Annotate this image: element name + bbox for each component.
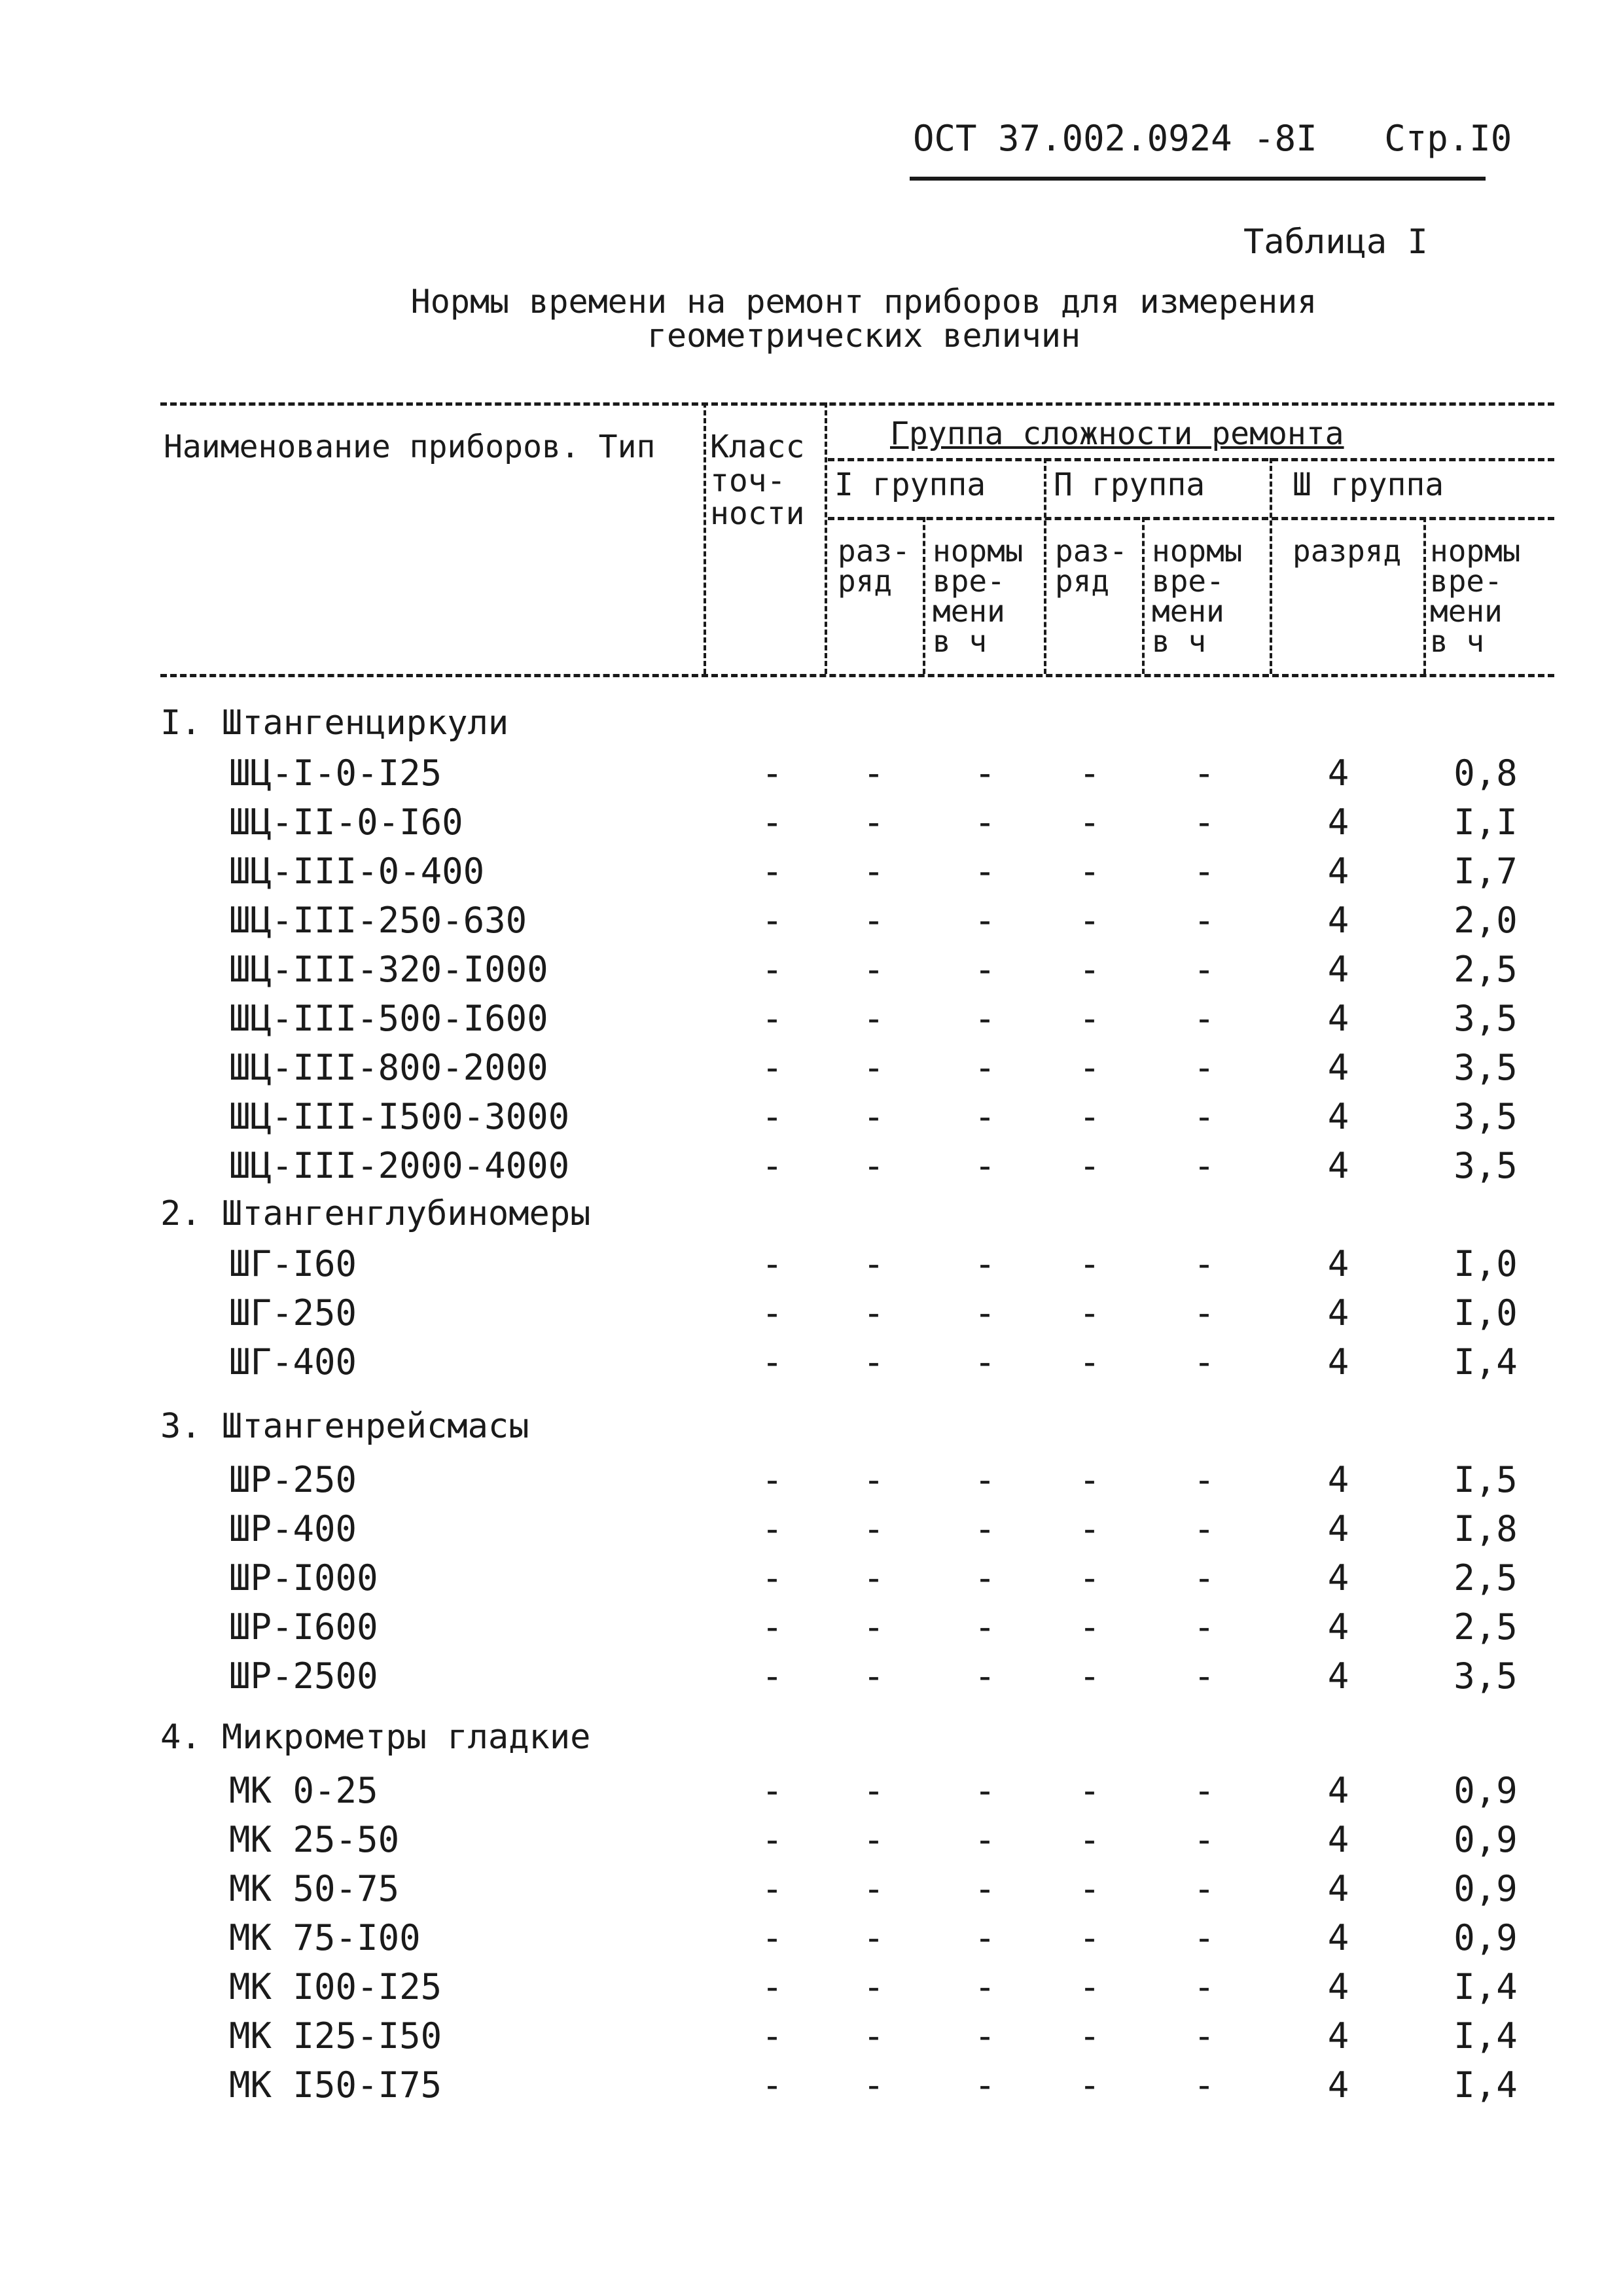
g1-norm-cell: - <box>974 1341 996 1383</box>
table-row <box>0 2015 1623 2064</box>
g3-razr-cell: 4 <box>1327 1655 1349 1697</box>
g1-norm-3: мени <box>933 593 1005 629</box>
g3-norm-cell: 2,5 <box>1454 949 1518 990</box>
document-code: ОСТ 37.002.0924 -8I <box>913 118 1317 159</box>
g2-norm-cell: - <box>1193 1606 1215 1648</box>
g2-norm-cell: - <box>1193 752 1215 794</box>
class-cell: - <box>761 1606 783 1648</box>
class-cell: - <box>761 1655 783 1697</box>
table-title-line-1: Нормы времени на ремонт приборов для измерения <box>410 283 1317 321</box>
table-row <box>0 900 1623 949</box>
g1-norm-cell: - <box>974 2064 996 2106</box>
g1-norm-cell: - <box>974 1606 996 1648</box>
g1-norm-cell: - <box>974 2015 996 2057</box>
g2-razr-cell: - <box>1079 1047 1101 1088</box>
g3-razr-cell: 4 <box>1327 752 1349 794</box>
g3-norm-cell: I,4 <box>1454 1966 1518 2007</box>
g1-razr-cell: - <box>863 1868 885 1909</box>
g3-razryad: разряд <box>1293 533 1402 569</box>
class-cell: - <box>761 2064 783 2106</box>
g1-razr-cell: - <box>863 1606 885 1648</box>
g3-norm-cell: 2,5 <box>1454 1606 1518 1648</box>
section-title: I. Штангенциркули <box>160 703 509 743</box>
g1-razr-cell: - <box>863 802 885 843</box>
g1-razr-cell: - <box>863 2015 885 2057</box>
table-row <box>0 1770 1623 1819</box>
g1-razr-cell: - <box>863 1966 885 2007</box>
class-cell: - <box>761 1966 783 2007</box>
g1-razr-cell: - <box>863 1557 885 1598</box>
g2-norm-cell: - <box>1193 998 1215 1039</box>
g1-razr-cell: - <box>863 1145 885 1186</box>
g1-norm-cell: - <box>974 1459 996 1500</box>
g1-norm-cell: - <box>974 851 996 892</box>
class-cell: - <box>761 2015 783 2057</box>
g2-norm-cell: - <box>1193 802 1215 843</box>
section-title: 4. Микрометры гладкие <box>160 1718 591 1757</box>
class-cell: - <box>761 1096 783 1137</box>
g2-norm-2: вре- <box>1152 563 1224 599</box>
instrument-name: МК 0-25 <box>229 1770 378 1811</box>
g3-razr-cell: 4 <box>1327 998 1349 1039</box>
section-title: 2. Штангенглубиномеры <box>160 1194 591 1233</box>
g2-razr-cell: - <box>1079 998 1101 1039</box>
instrument-name: ШЦ-I-0-I25 <box>229 752 442 794</box>
document-header <box>913 118 1512 159</box>
g2-subdivider <box>1142 517 1145 674</box>
table-top-rule <box>160 402 1554 406</box>
g3-razr-cell: 4 <box>1327 2064 1349 2106</box>
g2-razr-cell: - <box>1079 1868 1101 1909</box>
g1-subdivider <box>923 517 925 674</box>
g3-razr-cell: 4 <box>1327 1145 1349 1186</box>
instrument-name: ШЦ-III-250-630 <box>229 900 527 941</box>
group3-divider <box>1270 458 1272 674</box>
g2-razr-cell: - <box>1079 1655 1101 1697</box>
g2-razr-cell: - <box>1079 949 1101 990</box>
table-row <box>0 851 1623 900</box>
g2-razr-cell: - <box>1079 1966 1101 2007</box>
instrument-name: ШР-400 <box>229 1508 357 1549</box>
table-row <box>0 1606 1623 1655</box>
table-title-line-2: геометрических величин <box>647 317 1081 355</box>
g2-razr-cell: - <box>1079 1459 1101 1500</box>
column-header-name: Наименование приборов. Тип <box>164 429 656 465</box>
g1-razr-cell: - <box>863 1459 885 1500</box>
class-cell: - <box>761 998 783 1039</box>
group-column-divider <box>825 402 827 674</box>
g2-norm-cell: - <box>1193 1459 1215 1500</box>
g2-norm-cell: - <box>1193 1292 1215 1333</box>
g1-norm-cell: - <box>974 1145 996 1186</box>
g3-norm-cell: 3,5 <box>1454 1047 1518 1088</box>
g2-norm-cell: - <box>1193 1770 1215 1811</box>
table-row <box>0 1868 1623 1917</box>
g1-razr-cell: - <box>863 2064 885 2106</box>
group-2-label: П группа <box>1054 467 1205 503</box>
g1-norm-cell: - <box>974 1770 996 1811</box>
g3-razr-cell: 4 <box>1327 949 1349 990</box>
class-cell: - <box>761 752 783 794</box>
g3-razr-cell: 4 <box>1327 1819 1349 1860</box>
g3-razr-cell: 4 <box>1327 1966 1349 2007</box>
table-label: Таблица I <box>1243 222 1428 262</box>
instrument-name: МК 50-75 <box>229 1868 400 1909</box>
class-cell: - <box>761 1292 783 1333</box>
instrument-name: МК I00-I25 <box>229 1966 442 2007</box>
g2-razr-cell: - <box>1079 1606 1101 1648</box>
table-row <box>0 1655 1623 1704</box>
class-cell: - <box>761 900 783 941</box>
class-column-divider <box>704 402 706 674</box>
g1-razr-cell: - <box>863 1047 885 1088</box>
g1-norm-cell: - <box>974 998 996 1039</box>
g2-norm-cell: - <box>1193 949 1215 990</box>
table-row <box>0 1096 1623 1145</box>
class-cell: - <box>761 1917 783 1958</box>
g1-razr-cell: - <box>863 1819 885 1860</box>
g2-razr-cell: - <box>1079 900 1101 941</box>
instrument-name: ШР-I600 <box>229 1606 378 1648</box>
g2-norm-cell: - <box>1193 851 1215 892</box>
g1-razr-cell: - <box>863 752 885 794</box>
class-cell: - <box>761 851 783 892</box>
g2-razr-cell: - <box>1079 1341 1101 1383</box>
class-cell: - <box>761 1243 783 1284</box>
g1-norm-cell: - <box>974 1243 996 1284</box>
g3-norm-3: мени <box>1430 593 1503 629</box>
g1-norm-cell: - <box>974 1917 996 1958</box>
g3-razr-cell: 4 <box>1327 1557 1349 1598</box>
g2-norm-cell: - <box>1193 1341 1215 1383</box>
g3-norm-cell: 3,5 <box>1454 998 1518 1039</box>
g2-norm-1: нормы <box>1152 533 1243 569</box>
instrument-name: МК 25-50 <box>229 1819 400 1860</box>
group2-divider <box>1044 458 1046 674</box>
class-cell: - <box>761 1770 783 1811</box>
g3-subdivider <box>1423 517 1426 674</box>
g3-razr-cell: 4 <box>1327 1292 1349 1333</box>
column-header-group: Группа сложности ремонта <box>890 415 1344 452</box>
g3-razr-cell: 4 <box>1327 1047 1349 1088</box>
g3-norm-cell: 3,5 <box>1454 1145 1518 1186</box>
instrument-name: МК I50-I75 <box>229 2064 442 2106</box>
g3-norm-cell: I,4 <box>1454 2015 1518 2057</box>
table-row <box>0 1047 1623 1096</box>
instrument-name: ШЦ-III-I500-3000 <box>229 1096 570 1137</box>
g2-razr-cell: - <box>1079 1096 1101 1137</box>
class-cell: - <box>761 949 783 990</box>
class-cell: - <box>761 1557 783 1598</box>
g3-norm-cell: I,8 <box>1454 1508 1518 1549</box>
g2-norm-cell: - <box>1193 1096 1215 1137</box>
page-number: Стр.I0 <box>1384 118 1512 159</box>
g1-razr-cell: - <box>863 1917 885 1958</box>
g1-razr-2: ряд <box>838 563 893 599</box>
g3-norm-cell: 3,5 <box>1454 1655 1518 1697</box>
g1-norm-4: в ч <box>933 624 988 659</box>
g2-norm-cell: - <box>1193 1819 1215 1860</box>
table-row <box>0 1819 1623 1868</box>
g2-razr-cell: - <box>1079 1243 1101 1284</box>
class-cell: - <box>761 1868 783 1909</box>
g3-norm-4: в ч <box>1430 624 1485 659</box>
g1-norm-cell: - <box>974 1557 996 1598</box>
g2-norm-cell: - <box>1193 1145 1215 1186</box>
g1-razr-cell: - <box>863 949 885 990</box>
g2-razr-cell: - <box>1079 1292 1101 1333</box>
class-cell: - <box>761 1341 783 1383</box>
g3-razr-cell: 4 <box>1327 1096 1349 1137</box>
g1-razr-cell: - <box>863 1770 885 1811</box>
g3-razr-cell: 4 <box>1327 1508 1349 1549</box>
g1-norm-cell: - <box>974 1096 996 1137</box>
g2-razr-cell: - <box>1079 2015 1101 2057</box>
g1-norm-cell: - <box>974 1966 996 2007</box>
table-row <box>0 1557 1623 1606</box>
g1-norm-cell: - <box>974 900 996 941</box>
g3-norm-cell: 0,9 <box>1454 1819 1518 1860</box>
g1-razr-cell: - <box>863 1655 885 1697</box>
g2-norm-cell: - <box>1193 1868 1215 1909</box>
instrument-name: ШЦ-III-320-I000 <box>229 949 548 990</box>
g3-norm-cell: I,5 <box>1454 1459 1518 1500</box>
instrument-name: МК 75-I00 <box>229 1917 421 1958</box>
g2-razr-cell: - <box>1079 1819 1101 1860</box>
g2-norm-3: мени <box>1152 593 1224 629</box>
g3-norm-cell: 0,9 <box>1454 1868 1518 1909</box>
g3-razr-cell: 4 <box>1327 1341 1349 1383</box>
column-header-class-1: Класс <box>710 429 805 465</box>
g2-razr-cell: - <box>1079 851 1101 892</box>
g2-razr-2: ряд <box>1055 563 1110 599</box>
g1-norm-1: нормы <box>933 533 1024 569</box>
g3-razr-cell: 4 <box>1327 851 1349 892</box>
g1-norm-cell: - <box>974 1655 996 1697</box>
g3-norm-cell: I,4 <box>1454 2064 1518 2106</box>
g2-razr-cell: - <box>1079 1145 1101 1186</box>
g2-razr-cell: - <box>1079 1770 1101 1811</box>
g1-norm-cell: - <box>974 949 996 990</box>
class-cell: - <box>761 1145 783 1186</box>
g3-razr-cell: 4 <box>1327 1243 1349 1284</box>
section-title: 3. Штангенрейсмасы <box>160 1407 529 1446</box>
class-cell: - <box>761 802 783 843</box>
table-row <box>0 1508 1623 1557</box>
g2-norm-cell: - <box>1193 2015 1215 2057</box>
g3-razr-cell: 4 <box>1327 900 1349 941</box>
g1-norm-cell: - <box>974 1868 996 1909</box>
table-row <box>0 1145 1623 1194</box>
instrument-name: ШГ-250 <box>229 1292 357 1333</box>
g3-norm-cell: 0,9 <box>1454 1770 1518 1811</box>
g1-razr-cell: - <box>863 900 885 941</box>
table-row <box>0 1341 1623 1390</box>
g3-razr-cell: 4 <box>1327 1459 1349 1500</box>
table-row <box>0 1292 1623 1341</box>
g3-razr-cell: 4 <box>1327 1770 1349 1811</box>
class-cell: - <box>761 1819 783 1860</box>
instrument-name: ШГ-400 <box>229 1341 357 1383</box>
g2-razr-cell: - <box>1079 752 1101 794</box>
g3-norm-cell: I,0 <box>1454 1243 1518 1284</box>
g1-norm-cell: - <box>974 1047 996 1088</box>
g2-razr-1: раз- <box>1055 533 1128 569</box>
g3-norm-cell: I,4 <box>1454 1341 1518 1383</box>
column-header-class-3: ности <box>710 495 805 532</box>
g2-norm-4: в ч <box>1152 624 1207 659</box>
g2-razr-cell: - <box>1079 1508 1101 1549</box>
g1-razr-cell: - <box>863 1243 885 1284</box>
instrument-name: ШЦ-III-0-400 <box>229 851 485 892</box>
g2-norm-cell: - <box>1193 1557 1215 1598</box>
g2-razr-cell: - <box>1079 1917 1101 1958</box>
g1-razr-cell: - <box>863 1508 885 1549</box>
g2-norm-cell: - <box>1193 2064 1215 2106</box>
g3-norm-cell: 0,8 <box>1454 752 1518 794</box>
instrument-name: ШГ-I60 <box>229 1243 357 1284</box>
g1-razr-1: раз- <box>838 533 910 569</box>
instrument-name: ШР-250 <box>229 1459 357 1500</box>
instrument-name: ШЦ-III-800-2000 <box>229 1047 548 1088</box>
instrument-name: МК I25-I50 <box>229 2015 442 2057</box>
g3-razr-cell: 4 <box>1327 2015 1349 2057</box>
g3-norm-2: вре- <box>1430 563 1503 599</box>
group-3-label: Ш группа <box>1293 467 1444 503</box>
g1-razr-cell: - <box>863 998 885 1039</box>
g1-razr-cell: - <box>863 851 885 892</box>
g3-norm-cell: 2,5 <box>1454 1557 1518 1598</box>
table-title <box>0 285 1623 353</box>
instrument-name: ШЦ-III-500-I600 <box>229 998 548 1039</box>
g1-norm-cell: - <box>974 752 996 794</box>
g1-razr-cell: - <box>863 1096 885 1137</box>
table-row <box>0 1243 1623 1292</box>
g2-norm-cell: - <box>1193 1243 1215 1284</box>
instrument-name: ШЦ-III-2000-4000 <box>229 1145 570 1186</box>
g1-norm-2: вре- <box>933 563 1005 599</box>
g1-razr-cell: - <box>863 1292 885 1333</box>
g3-razr-cell: 4 <box>1327 1606 1349 1648</box>
g3-razr-cell: 4 <box>1327 802 1349 843</box>
g1-norm-cell: - <box>974 802 996 843</box>
instrument-name: ШР-2500 <box>229 1655 378 1697</box>
g1-norm-cell: - <box>974 1508 996 1549</box>
header-underline <box>910 177 1486 181</box>
g2-razr-cell: - <box>1079 802 1101 843</box>
g3-norm-cell: 2,0 <box>1454 900 1518 941</box>
g3-razr-cell: 4 <box>1327 1868 1349 1909</box>
g3-norm-cell: I,0 <box>1454 1292 1518 1333</box>
class-cell: - <box>761 1459 783 1500</box>
g3-razr-cell: 4 <box>1327 1917 1349 1958</box>
g3-norm-cell: I,7 <box>1454 851 1518 892</box>
table-row <box>0 1459 1623 1508</box>
column-header-class-2: точ- <box>710 463 786 499</box>
g1-razr-cell: - <box>863 1341 885 1383</box>
g3-norm-1: нормы <box>1430 533 1521 569</box>
class-cell: - <box>761 1047 783 1088</box>
g2-norm-cell: - <box>1193 1655 1215 1697</box>
g2-norm-cell: - <box>1193 900 1215 941</box>
g3-norm-cell: 3,5 <box>1454 1096 1518 1137</box>
g1-norm-cell: - <box>974 1819 996 1860</box>
g2-norm-cell: - <box>1193 1508 1215 1549</box>
g2-norm-cell: - <box>1193 1047 1215 1088</box>
group-1-label: I группа <box>834 467 986 503</box>
g2-razr-cell: - <box>1079 1557 1101 1598</box>
table-row <box>0 2064 1623 2113</box>
g2-norm-cell: - <box>1193 1917 1215 1958</box>
group-rule <box>828 458 1554 461</box>
table-row <box>0 1917 1623 1966</box>
instrument-name: ШЦ-II-0-I60 <box>229 802 463 843</box>
subgroup-rule <box>828 517 1554 520</box>
g3-norm-cell: 0,9 <box>1454 1917 1518 1958</box>
header-bottom-rule <box>160 674 1554 677</box>
instrument-name: ШР-I000 <box>229 1557 378 1598</box>
class-cell: - <box>761 1508 783 1549</box>
table-row <box>0 802 1623 851</box>
g1-norm-cell: - <box>974 1292 996 1333</box>
g2-norm-cell: - <box>1193 1966 1215 2007</box>
table-row <box>0 1966 1623 2015</box>
table-row <box>0 949 1623 998</box>
g2-razr-cell: - <box>1079 2064 1101 2106</box>
g3-norm-cell: I,I <box>1454 802 1518 843</box>
table-row <box>0 752 1623 802</box>
table-row <box>0 998 1623 1047</box>
